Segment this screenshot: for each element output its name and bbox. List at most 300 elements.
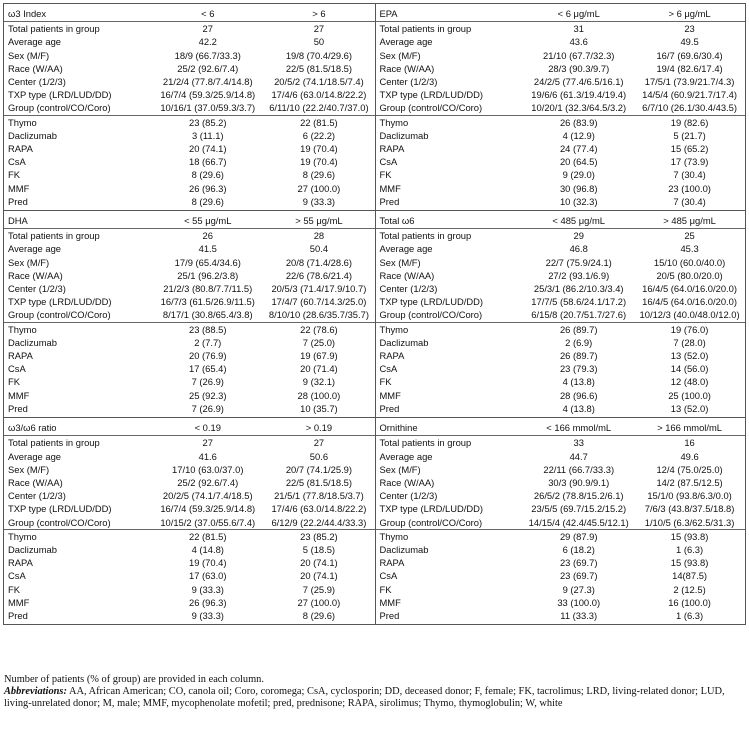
low-group-value: 3 (11.1) (191, 129, 224, 141)
high-group-value: 15 (65.2) (670, 143, 709, 155)
high-group-value: 25 (100.0) (668, 389, 711, 401)
high-group-header: > 55 μg/mL (263, 214, 374, 229)
low-group-header: < 0.19 (152, 421, 263, 436)
low-group-value: 10/20/1 (32.3/64.5/3.2) (523, 101, 634, 115)
high-group-value: 19 (82.6) (670, 116, 709, 128)
low-group-value: 23 (69.7) (559, 557, 598, 569)
table-row (376, 402, 746, 415)
low-group-value: 19 (70.4) (188, 557, 227, 569)
low-group-value: 7 (26.9) (191, 402, 224, 414)
low-group-value: 33 (573, 437, 584, 449)
low-group-value: 9 (33.3) (191, 609, 224, 621)
row-label: Average age (8, 243, 61, 255)
high-group-value: 16/4/5 (64.0/16.0/20.0) (642, 283, 737, 295)
low-group-value: 22/7 (75.9/24.1) (545, 256, 612, 268)
panel-table (4, 7, 375, 208)
row-label: Daclizumab (379, 129, 429, 141)
table-row (376, 389, 746, 402)
low-group-value: 26 (96.3) (188, 596, 227, 608)
high-group-value: 16/4/5 (64.0/16.0/20.0) (642, 296, 737, 308)
table-row (376, 450, 746, 463)
row-label: Pred (8, 195, 28, 207)
row-label: Center (1/2/3) (8, 76, 66, 88)
row-label: CsA (8, 363, 26, 375)
table-row (4, 322, 375, 336)
high-group-value: 50 (313, 36, 325, 48)
low-group-value: 17/7/5 (58.6/24.1/17.2) (531, 296, 627, 308)
high-group-value: 15/10 (60.0/40.0) (653, 256, 726, 268)
table-row (376, 256, 746, 269)
panel-total-omega6 (375, 211, 746, 417)
low-group-value: 21/10 (67.7/32.3) (543, 49, 615, 61)
table-row (4, 349, 375, 362)
row-label: Sex (M/F) (379, 463, 421, 475)
table-row (376, 168, 746, 181)
panel-title: EPA (376, 7, 524, 22)
table-row (4, 242, 375, 255)
high-group-value: 17/4/6 (63.0/14.8/22.2) (271, 89, 367, 101)
table-row (4, 62, 375, 75)
table-row (376, 463, 746, 476)
low-group-value: 26 (202, 230, 213, 242)
row-label: TXP type (LRD/LUD/DD) (379, 503, 483, 515)
row-label: Total patients in group (8, 437, 100, 449)
low-group-value: 25/3/1 (86.2/10.3/3.4) (533, 283, 624, 295)
low-group-header: < 166 mmol/mL (523, 421, 634, 436)
high-group-value: 17/4/7 (60.7/14.3/25.0) (271, 296, 367, 308)
table-row (4, 35, 375, 48)
high-group-value: 28 (100.0) (297, 389, 341, 401)
high-group-value: 49.5 (680, 36, 699, 48)
table-row (4, 543, 375, 556)
high-group-header: > 6 μg/mL (634, 7, 745, 22)
low-group-value: 10/15/2 (37.0/55.6/7.4) (152, 516, 263, 530)
low-group-value: 11 (33.3) (560, 609, 598, 621)
table-row (376, 229, 746, 243)
row-label: Group (control/CO/Coro) (376, 308, 524, 322)
panel-epa (375, 4, 746, 210)
high-group-value: 23 (85.2) (300, 530, 338, 542)
low-group-value: 10/16/1 (37.0/59.3/3.7) (152, 101, 263, 115)
table-row (376, 88, 746, 101)
low-group-value: 17 (65.4) (188, 363, 227, 375)
high-group-value: 25 (684, 230, 695, 242)
low-group-value: 7 (26.9) (191, 376, 224, 388)
row-label: Total patients in group (379, 23, 472, 35)
table-row (4, 295, 375, 308)
low-group-header: < 55 μg/mL (152, 214, 263, 229)
table-row (4, 88, 375, 101)
table-row (376, 22, 746, 36)
row-label: Total patients in group (8, 230, 100, 242)
row-label: Average age (379, 450, 433, 462)
table-row (4, 229, 375, 243)
panel-table (376, 421, 746, 622)
low-group-value: 41.6 (198, 450, 217, 462)
panel-title: DHA (4, 214, 152, 229)
table-row (376, 269, 746, 282)
row-label: TXP type (LRD/LUD/DD) (8, 296, 112, 308)
low-group-value: 27/2 (93.1/6.9) (548, 269, 610, 281)
high-group-value: 10 (35.7) (300, 402, 338, 414)
table-row (376, 583, 746, 596)
panel-header-row (4, 421, 375, 436)
row-label: Race (W/AA) (379, 476, 435, 488)
table-row (4, 516, 375, 530)
low-group-value: 22 (81.5) (188, 530, 227, 542)
table-row (4, 168, 375, 181)
table-row (4, 336, 375, 349)
high-group-value: 8 (29.6) (302, 609, 336, 621)
row-label: Average age (379, 36, 433, 48)
high-group-value: 50.4 (309, 243, 329, 255)
table-row (376, 35, 746, 48)
row-label: Sex (M/F) (8, 463, 50, 475)
table-row (376, 529, 746, 543)
high-group-header: > 166 mmol/mL (634, 421, 745, 436)
high-group-value: 27 (100.0) (297, 182, 341, 194)
row-label: Average age (379, 243, 433, 255)
low-group-value: 23 (79.3) (559, 363, 598, 375)
table-row (4, 115, 375, 129)
table-row (376, 609, 746, 622)
row-label: Daclizumab (8, 336, 57, 348)
panel-header-row (376, 421, 746, 436)
row-label: Sex (M/F) (379, 49, 421, 61)
high-group-value: 28 (313, 230, 325, 242)
row-label: TXP type (LRD/LUD/DD) (8, 89, 112, 101)
row-label: Average age (8, 36, 61, 48)
row-label: CsA (379, 570, 398, 582)
row-label: Daclizumab (8, 129, 57, 141)
high-group-value: 20/8 (71.4/28.6) (285, 256, 353, 268)
low-group-value: 2 (7.7) (194, 336, 222, 348)
high-group-value: 12/4 (75.0/25.0) (656, 463, 723, 475)
low-group-value: 26 (89.7) (559, 350, 598, 362)
row-label: Total patients in group (379, 230, 472, 242)
table-block-row (4, 4, 745, 210)
low-group-value: 18/9 (66.7/33.3) (174, 49, 241, 61)
high-group-value: 20 (71.4) (300, 363, 338, 375)
row-label: Average age (8, 450, 61, 462)
low-group-value: 14/15/4 (42.4/45.5/12.1) (523, 516, 634, 530)
row-label: RAPA (379, 143, 405, 155)
table-row (376, 489, 746, 502)
panel-table (4, 214, 375, 415)
low-group-value: 4 (13.8) (562, 376, 595, 388)
row-label: Group (control/CO/Coro) (4, 516, 152, 530)
row-label: Center (1/2/3) (379, 490, 438, 502)
row-label: Center (1/2/3) (8, 283, 66, 295)
row-label: Thymo (379, 116, 409, 128)
table-row (376, 596, 746, 609)
low-group-value: 33 (100.0) (557, 596, 601, 608)
high-group-value: 8 (29.6) (302, 169, 336, 181)
low-group-value: 19/6/6 (61.3/19.4/19.4) (531, 89, 627, 101)
row-label: Pred (379, 609, 400, 621)
panel-title: ω3/ω6 ratio (4, 421, 152, 436)
high-group-value: 27 (100.0) (297, 596, 341, 608)
low-group-value: 26 (83.9) (559, 116, 598, 128)
row-label: Group (control/CO/Coro) (4, 308, 152, 322)
high-group-header: > 0.19 (263, 421, 374, 436)
low-group-value: 44.7 (569, 450, 588, 462)
high-group-value: 8/10/10 (28.6/35.7/35.7) (263, 308, 374, 322)
row-label: TXP type (LRD/LUD/DD) (8, 503, 112, 515)
high-group-header: > 6 (263, 7, 374, 22)
low-group-value: 17/10 (63.0/37.0) (172, 463, 244, 475)
low-group-value: 46.8 (569, 243, 588, 255)
low-group-value: 9 (29.0) (562, 169, 595, 181)
table-row (376, 502, 746, 515)
table-row (376, 129, 746, 142)
table-row (4, 282, 375, 295)
high-group-header: > 485 μg/mL (634, 214, 745, 229)
high-group-value: 2 (12.5) (673, 583, 706, 595)
row-label: CsA (379, 363, 398, 375)
table-row (376, 155, 746, 168)
table-row (4, 142, 375, 155)
table-grid (3, 3, 746, 625)
table-row (4, 436, 375, 450)
table-row (376, 295, 746, 308)
high-group-value: 22 (78.6) (300, 323, 338, 335)
high-group-value: 19 (67.9) (300, 350, 338, 362)
low-group-value: 43.6 (569, 36, 588, 48)
low-group-value: 24 (77.4) (559, 143, 598, 155)
table-row (4, 529, 375, 543)
high-group-value: 20/7 (74.1/25.9) (285, 463, 353, 475)
high-group-value: 20/5 (80.0/20.0) (656, 269, 723, 281)
low-group-value: 21/2/3 (80.8/7.7/11.5) (163, 283, 253, 295)
table-row (4, 256, 375, 269)
abbreviations-label: Abbreviations: (4, 686, 67, 697)
row-label: Group (control/CO/Coro) (376, 101, 524, 115)
low-group-value: 4 (12.9) (562, 129, 595, 141)
high-group-value: 19 (70.4) (300, 143, 338, 155)
high-group-value: 27 (313, 437, 325, 449)
row-label: Thymo (8, 323, 37, 335)
row-label: Sex (M/F) (8, 49, 50, 61)
low-group-value: 10 (32.3) (559, 195, 598, 207)
table-row (4, 596, 375, 609)
table-row (376, 569, 746, 582)
table-row (376, 282, 746, 295)
low-group-value: 9 (33.3) (191, 583, 224, 595)
high-group-value: 6/12/9 (22.2/44.4/33.3) (263, 516, 374, 530)
table-row (376, 75, 746, 88)
high-group-value: 13 (52.0) (670, 402, 709, 414)
low-group-value: 20 (76.9) (188, 350, 227, 362)
low-group-value: 24/2/5 (77.4/6.5/16.1) (533, 76, 624, 88)
low-group-value: 16/7/4 (59.3/25.9/14.8) (160, 503, 256, 515)
low-group-value: 23 (69.7) (559, 570, 598, 582)
table-row (4, 402, 375, 415)
panel-table (4, 421, 375, 622)
low-group-value: 23/5/5 (69.7/15.2/15.2) (531, 503, 627, 515)
high-group-value: 14/2 (87.5/12.5) (656, 476, 723, 488)
low-group-value: 20 (74.1) (188, 143, 227, 155)
high-group-value: 7/6/3 (43.8/37.5/18.8) (644, 503, 735, 515)
table-row (4, 308, 375, 322)
row-label: Total patients in group (379, 437, 472, 449)
table-row (376, 349, 746, 362)
low-group-value: 23 (88.5) (188, 323, 227, 335)
table-row (376, 62, 746, 75)
row-label: RAPA (379, 350, 405, 362)
table-row (376, 336, 746, 349)
low-group-value: 26/5/2 (78.8/15.2/6.1) (533, 490, 624, 502)
row-label: MMF (8, 182, 30, 194)
low-group-value: 25/2 (92.6/7.4) (177, 476, 239, 488)
row-label: Total patients in group (8, 23, 100, 35)
high-group-value: 1 (6.3) (676, 543, 704, 555)
panel-header-row (376, 214, 746, 229)
low-group-value: 42.2 (198, 36, 217, 48)
row-label: Race (W/AA) (379, 269, 435, 281)
table-row (376, 49, 746, 62)
row-label: MMF (379, 182, 401, 194)
high-group-value: 23 (684, 23, 695, 35)
low-group-value: 26 (89.7) (559, 323, 598, 335)
table-row (376, 308, 746, 322)
high-group-value: 49.6 (680, 450, 699, 462)
high-group-value: 17/5/1 (73.9/21.7/4.3) (644, 76, 735, 88)
panel-title: ω3 Index (4, 7, 152, 22)
row-label: Race (W/AA) (8, 269, 63, 281)
high-group-value: 5 (21.7) (673, 129, 706, 141)
row-label: Race (W/AA) (8, 62, 63, 74)
footnote-text: Number of patients (% of group) are provided in each column. (4, 674, 264, 685)
high-group-value: 5 (18.5) (302, 543, 336, 555)
row-label: FK (379, 169, 392, 181)
high-group-value: 7 (25.9) (302, 583, 336, 595)
high-group-value: 22 (81.5) (300, 116, 338, 128)
panel-title: Total ω6 (376, 214, 524, 229)
high-group-value: 19 (70.4) (300, 156, 338, 168)
panel-table (376, 214, 746, 415)
panel-header-row (4, 214, 375, 229)
panel-omega3-index (4, 4, 375, 210)
table-row (4, 22, 375, 36)
row-label: MMF (8, 596, 30, 608)
high-group-value: 7 (28.0) (673, 336, 706, 348)
table-row (4, 476, 375, 489)
high-group-value: 15 (93.8) (670, 557, 709, 569)
table-row (376, 115, 746, 129)
panel-dha (4, 211, 375, 417)
high-group-value: 19/4 (82.6/17.4) (656, 62, 723, 74)
high-group-value: 9 (32.1) (302, 376, 336, 388)
high-group-value: 20 (74.1) (300, 570, 338, 582)
row-label: Race (W/AA) (8, 476, 63, 488)
high-group-value: 14/5/4 (60.9/21.7/17.4) (642, 89, 737, 101)
low-group-value: 25 (92.3) (188, 389, 227, 401)
panel-header-row (4, 7, 375, 22)
table-row (376, 242, 746, 255)
high-group-value: 7 (30.4) (673, 169, 706, 181)
low-group-value: 4 (14.8) (191, 543, 224, 555)
low-group-value: 23 (85.2) (188, 116, 227, 128)
row-label: CsA (8, 570, 26, 582)
row-label: Thymo (8, 116, 37, 128)
panel-title: Ornithine (376, 421, 524, 436)
low-group-value: 9 (27.3) (562, 583, 595, 595)
row-label: Sex (M/F) (379, 256, 421, 268)
high-group-value: 23 (100.0) (668, 182, 711, 194)
low-group-value: 26 (96.3) (188, 182, 227, 194)
table-row (4, 195, 375, 208)
row-label: Pred (379, 402, 400, 414)
row-label: Center (1/2/3) (8, 490, 66, 502)
high-group-value: 45.3 (680, 243, 699, 255)
row-label: RAPA (8, 143, 33, 155)
high-group-value: 22/6 (78.6/21.4) (285, 269, 353, 281)
table-row (376, 195, 746, 208)
row-label: TXP type (LRD/LUD/DD) (379, 296, 483, 308)
high-group-value: 27 (313, 23, 325, 35)
low-group-header: < 485 μg/mL (523, 214, 634, 229)
table-row (4, 502, 375, 515)
row-label: Daclizumab (379, 336, 429, 348)
low-group-value: 8/17/1 (30.8/65.4/3.8) (152, 308, 263, 322)
table-row (376, 476, 746, 489)
row-label: Sex (M/F) (8, 256, 50, 268)
high-group-value: 19 (76.0) (670, 323, 709, 335)
row-label: Group (control/CO/Coro) (4, 101, 152, 115)
row-label: Thymo (8, 530, 37, 542)
low-group-value: 2 (6.9) (565, 336, 593, 348)
row-label: TXP type (LRD/LUD/DD) (379, 89, 483, 101)
table-block-row (4, 210, 745, 417)
panel-table (376, 7, 746, 208)
low-group-value: 8 (29.6) (191, 169, 224, 181)
row-label: Center (1/2/3) (379, 76, 438, 88)
row-label: Daclizumab (379, 543, 429, 555)
table-row (4, 609, 375, 622)
row-label: Daclizumab (8, 543, 57, 555)
table-row (4, 389, 375, 402)
low-group-value: 30 (96.8) (559, 182, 598, 194)
low-group-value: 28/3 (90.3/9.7) (548, 62, 610, 74)
low-group-value: 25/2 (92.6/7.4) (177, 62, 239, 74)
row-label: FK (379, 583, 392, 595)
high-group-value: 19/8 (70.4/29.6) (285, 49, 353, 61)
table-row (4, 375, 375, 388)
row-label: MMF (379, 389, 401, 401)
low-group-value: 22/11 (66.7/33.3) (543, 463, 615, 475)
high-group-value: 22/5 (81.5/18.5) (285, 62, 353, 74)
high-group-value: 16 (684, 437, 695, 449)
high-group-value: 17/4/6 (63.0/14.8/22.2) (271, 503, 367, 515)
low-group-value: 17 (63.0) (188, 570, 227, 582)
low-group-value: 27 (202, 437, 213, 449)
high-group-value: 21/5/1 (77.8/18.5/3.7) (274, 490, 364, 502)
table-row (4, 362, 375, 375)
row-label: FK (8, 583, 20, 595)
low-group-value: 6/15/8 (20.7/51.7/27.6) (523, 308, 634, 322)
low-group-value: 21/2/4 (77.8/7.4/14.8) (162, 76, 253, 88)
table-row (4, 450, 375, 463)
row-label: Pred (8, 402, 28, 414)
low-group-value: 17/9 (65.4/34.6) (174, 256, 241, 268)
high-group-value: 1/10/5 (6.3/62.5/31.3) (634, 516, 745, 530)
high-group-value: 17 (73.9) (670, 156, 709, 168)
low-group-value: 31 (573, 23, 584, 35)
table-row (4, 182, 375, 195)
high-group-value: 6 (22.2) (302, 129, 336, 141)
row-label: CsA (8, 156, 26, 168)
